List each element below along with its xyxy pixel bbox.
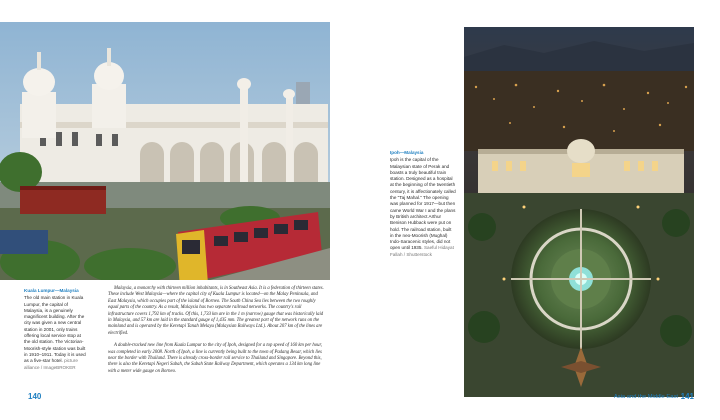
ipoh-station-illustration	[464, 27, 694, 397]
ipoh-caption	[390, 150, 456, 258]
running-head: Asia and the Middle East	[613, 394, 678, 400]
kuala-lumpur-station-photo	[0, 22, 330, 280]
body-paragraph-1: Malaysia, a monarchy with thirteen million inhabitants, is in Southeast Asia. It is a federation of thirteen states. These include West Malaysia—where the capital city of Kuala Lumpur is located—on the Malay Peninsula, and East Malaysia, which occupies part of the island of Borneo. The South China Sea lies between the two roughly equal parts of the country. As a result, Malaysia has two separate railroad networks. The country's rail infrastructure covers 1,792 km of tracks. Of this, 1,733 km are in the 1 m (narrow) gauge that was historically laid in Malaysia, and 57 km are laid in the standard gauge of 1,435 mm. The greatest part of the network runs on the mainland and is operated by the Keretapi Tanah Melayu (Malaysian Railways Ltd.). About 207 km of the lines are electrified.	[108, 286, 324, 336]
body-paragraph-2: A double-tracked new line from Kuala Lumpur to the city of Ipoh, designed for a top speed of 160 km per hour, was completed in early 2008. North of Ipoh, a line is currently being built to the town of Padang Besar, which lies near the border with Thailand. There is already cross-border rail service to Thailand and Singapore. Beyond this, there is also the Keretapi Negeri Sabah, the Sabah State Railway Department, which operates a 134 km long line with a meter wide gauge on Borneo.	[108, 343, 322, 374]
page-number-left: 140	[28, 392, 42, 401]
kuala-lumpur-photo-credit: picture alliance / ImageBROKER	[24, 358, 78, 370]
page-number-right: 141	[680, 392, 694, 401]
kuala-lumpur-caption-title: Kuala Lumpur—Malaysia	[24, 288, 79, 293]
ipoh-photo-credit: Saeful Hidayat Fallah / Shutterstock	[390, 245, 454, 257]
body-text	[108, 286, 324, 381]
kuala-lumpur-caption	[24, 288, 88, 371]
ipoh-station-photo	[464, 27, 694, 397]
kuala-lumpur-caption-text: The old main station in Kuala Lumpur, the capital of Malaysia, is a genuinely magnificent building. After the city was given a new central station in 2001, only trains offering local service stop at the old station. The Victorian-Moorish-style station was built in 1910–1911. Today it is used as a five-star hotel.	[24, 295, 86, 364]
ipoh-caption-title: Ipoh—Malaysia	[390, 150, 424, 155]
ipoh-caption-text: Ipoh is the capital of the Malaysian state of Perak and boasts a truly beautiful train station. Designed as a hospital at the beginning of the twentieth century, it is affectionately called the "Taj Mahal." The opening was planned for 1917—but then came World War I and the plans by British architect Arthur Benison Hubback were put on hold. The railroad station, built in the neo-Moorish (Mughal) Indo-Saracenic styles, did not open until 1935.	[390, 157, 456, 251]
kuala-lumpur-station-illustration	[0, 22, 330, 280]
